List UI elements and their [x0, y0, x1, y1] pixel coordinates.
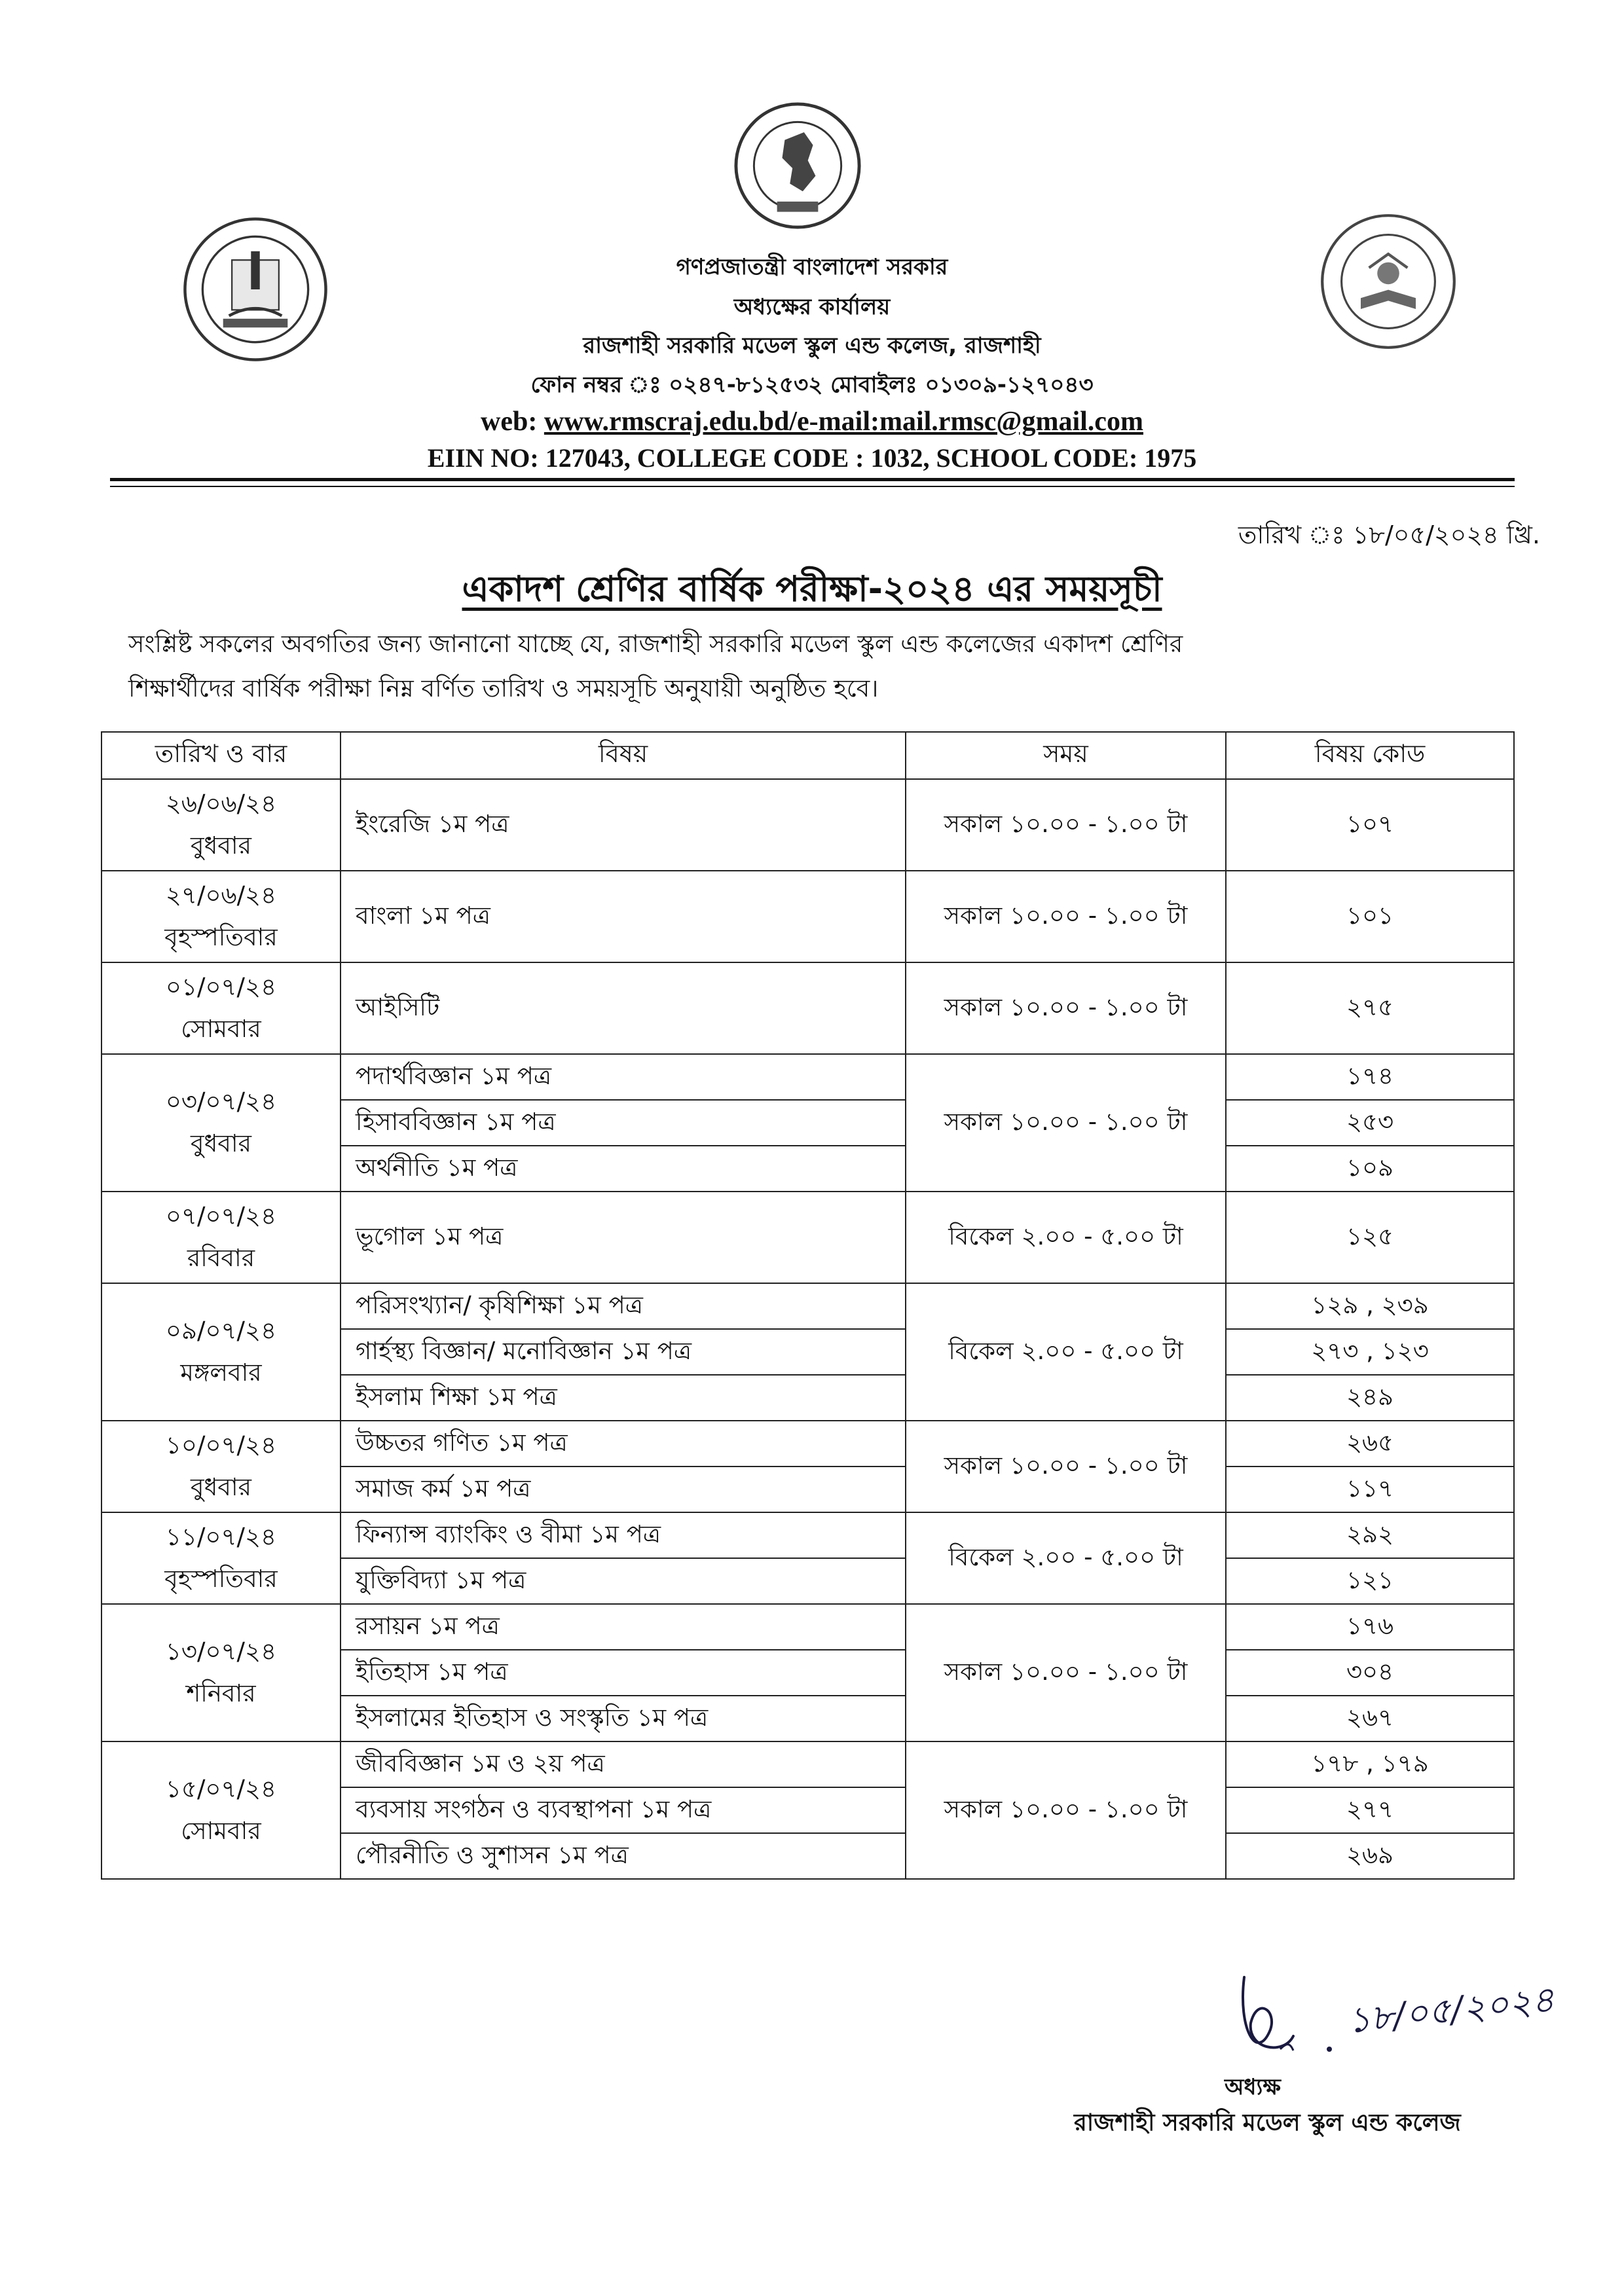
web-prefix: web:: [481, 407, 544, 437]
government-name: গণপ্রজাতন্ত্রী বাংলাদেশ সরকার: [676, 254, 948, 280]
exam-time: সকাল ১০.০০ - ১.০০ টা: [905, 778, 1227, 871]
exam-weekday: সোমবার: [181, 1817, 261, 1845]
exam-time: সকাল ১০.০০ - ১.০০ টা: [905, 870, 1227, 963]
subject-code: ২৬৫: [1225, 1420, 1515, 1467]
schedule-date-cell: [101, 1420, 341, 1513]
exam-weekday: বৃহস্পতিবার: [164, 1565, 278, 1593]
subject-code: ১৭৬: [1225, 1603, 1515, 1650]
subject-code: ১০৭: [1225, 778, 1515, 871]
exam-subject: যুক্তিবিদ্যা ১ম পত্র: [340, 1558, 906, 1605]
exam-weekday: বুধবার: [190, 1129, 251, 1157]
issue-date: তারিখ ঃ ১৮/০৫/২০২৪ খ্রি.: [1238, 520, 1540, 549]
exam-date: ২৭/০৬/২৪: [165, 881, 277, 909]
header-time: সময়: [905, 731, 1227, 780]
signatory-office: রাজশাহী সরকারি মডেল স্কুল এন্ড কলেজ: [1074, 2109, 1461, 2136]
exam-subject: ফিন্যান্স ব্যাংকিং ও বীমা ১ম পত্র: [340, 1512, 906, 1559]
subject-code: ২৬৯: [1225, 1832, 1515, 1880]
subject-code: ১৭৮ , ১৭৯: [1225, 1741, 1515, 1788]
exam-subject: আইসিটি: [340, 962, 906, 1055]
header-divider-thick: [110, 478, 1515, 481]
exam-date: ০৭/০৭/২৪: [165, 1202, 277, 1230]
institution-codes: EIIN NO: 127043, COLLEGE CODE : 1032, SCHOOL CODE: 1975: [427, 443, 1197, 473]
exam-subject: হিসাববিজ্ঞান ১ম পত্র: [340, 1099, 906, 1146]
exam-schedule-table: [101, 732, 1514, 1903]
schedule-date-cell: [101, 778, 341, 871]
subject-code: ২৬৭: [1225, 1695, 1515, 1742]
schedule-date-cell: [101, 1283, 341, 1421]
subject-code: ২৫৩: [1225, 1099, 1515, 1146]
header-subject: বিষয়: [340, 731, 906, 780]
notice-line-2: শিক্ষার্থীদের বার্ষিক পরীক্ষা নিম্ন বর্ণিত তারিখ ও সময়সূচি অনুযায়ী অনুষ্ঠিত হবে।: [128, 674, 879, 702]
schedule-date-cell: [101, 1741, 341, 1880]
exam-subject: ইংরেজি ১ম পত্র: [340, 778, 906, 871]
exam-time: সকাল ১০.০০ - ১.০০ টা: [905, 1420, 1227, 1513]
exam-subject: পৌরনীতি ও সুশাসন ১ম পত্র: [340, 1832, 906, 1880]
exam-date: ১৩/০৭/২৪: [165, 1637, 277, 1666]
subject-code: ১০৯: [1225, 1145, 1515, 1192]
exam-date: ১৫/০৭/২৪: [165, 1775, 277, 1803]
header-subject-code: বিষয় কোড: [1225, 731, 1515, 780]
page-title: একাদশ শ্রেণির বার্ষিক পরীক্ষা-২০২৪ এর সময়সূচী: [462, 568, 1162, 610]
exam-subject: জীববিজ্ঞান ১ম ও ২য় পত্র: [340, 1741, 906, 1788]
exam-subject: বাংলা ১ম পত্র: [340, 870, 906, 963]
government-seal-icon: [733, 101, 862, 230]
exam-subject: অর্থনীতি ১ম পত্র: [340, 1145, 906, 1192]
subject-code: ২৭৭: [1225, 1787, 1515, 1834]
exam-time: সকাল ১০.০০ - ১.০০ টা: [905, 1603, 1227, 1742]
exam-time: বিকেল ২.০০ - ৫.০০ টা: [905, 1283, 1227, 1421]
exam-weekday: শনিবার: [186, 1679, 256, 1707]
schedule-date-cell: [101, 870, 341, 963]
exam-weekday: রবিবার: [187, 1244, 255, 1272]
web-line: [0, 406, 1624, 437]
web-link[interactable]: www.rmscraj.edu.bd/e-mail:mail.rmsc@gmail.com: [544, 407, 1143, 437]
header-date-day: তারিখ ও বার: [101, 731, 341, 780]
exam-subject: ব্যবসায় সংগঠন ও ব্যবস্থাপনা ১ম পত্র: [340, 1787, 906, 1834]
subject-code: ১২৫: [1225, 1191, 1515, 1284]
office-name: অধ্যক্ষের কার্যালয়: [733, 294, 891, 320]
schedule-date-cell: [101, 1603, 341, 1742]
exam-subject: সমাজ কর্ম ১ম পত্র: [340, 1466, 906, 1513]
institution-name: রাজশাহী সরকারি মডেল স্কুল এন্ড কলেজ, রাজশাহী: [583, 333, 1041, 359]
exam-time: বিকেল ২.০০ - ৫.০০ টা: [905, 1512, 1227, 1605]
exam-subject: গার্হস্থ্য বিজ্ঞান/ মনোবিজ্ঞান ১ম পত্র: [340, 1328, 906, 1376]
exam-date: ১০/০৭/২৪: [165, 1431, 277, 1459]
exam-time: সকাল ১০.০০ - ১.০০ টা: [905, 1741, 1227, 1880]
exam-weekday: বৃহস্পতিবার: [164, 923, 278, 951]
exam-date: ১১/০৭/২৪: [165, 1523, 277, 1551]
exam-weekday: মঙ্গলবার: [180, 1358, 262, 1387]
phone-line: ফোন নম্বর ঃ ০২৪৭-৮১২৫৩২ মোবাইলঃ ০১৩০৯-১২৭০৪৩: [530, 372, 1094, 398]
subject-code: ২৭৩ , ১২৩: [1225, 1328, 1515, 1376]
schedule-date-cell: [101, 1512, 341, 1605]
signatory-title: অধ্যক্ষ: [1225, 2074, 1281, 2100]
header-divider-thin: [110, 486, 1515, 487]
schedule-date-cell: [101, 1191, 341, 1284]
exam-subject: ভূগোল ১ম পত্র: [340, 1191, 906, 1284]
exam-time: সকাল ১০.০০ - ১.০০ টা: [905, 1053, 1227, 1192]
exam-subject: ইতিহাস ১ম পত্র: [340, 1649, 906, 1696]
exam-subject: পদার্থবিজ্ঞান ১ম পত্র: [340, 1053, 906, 1101]
exam-date: ০৯/০৭/২৪: [165, 1317, 277, 1345]
schedule-date-cell: [101, 962, 341, 1055]
exam-weekday: সোমবার: [181, 1015, 261, 1043]
subject-code: ১১৭: [1225, 1466, 1515, 1513]
exam-subject: ইসলামের ইতিহাস ও সংস্কৃতি ১ম পত্র: [340, 1695, 906, 1742]
subject-code: ৩০৪: [1225, 1649, 1515, 1696]
exam-date: ০১/০৭/২৪: [165, 973, 277, 1001]
subject-code: ১০১: [1225, 870, 1515, 963]
exam-subject: উচ্চতর গণিত ১ম পত্র: [340, 1420, 906, 1467]
signature-date: ১৮/০৫/২০২৪: [1345, 1978, 1557, 2041]
notice-line-1: সংশ্লিষ্ট সকলের অবগতির জন্য জানানো যাচ্ছে যে, রাজশাহী সরকারি মডেল স্কুল এন্ড কলেজের একাদশ শ্রেণির: [128, 630, 1183, 658]
exam-time: সকাল ১০.০০ - ১.০০ টা: [905, 962, 1227, 1055]
subject-code: ২৯২: [1225, 1512, 1515, 1559]
subject-code: ১২১: [1225, 1558, 1515, 1605]
exam-date: ০৩/০৭/২৪: [165, 1087, 277, 1116]
subject-code: ১৭৪: [1225, 1053, 1515, 1101]
subject-code: ২৭৫: [1225, 962, 1515, 1055]
subject-code: ২৪৯: [1225, 1374, 1515, 1421]
exam-time: বিকেল ২.০০ - ৫.০০ টা: [905, 1191, 1227, 1284]
schedule-date-cell: [101, 1053, 341, 1192]
exam-weekday: বুধবার: [190, 831, 251, 860]
exam-subject: পরিসংখ্যান/ কৃষিশিক্ষা ১ম পত্র: [340, 1283, 906, 1330]
subject-code: ১২৯ , ২৩৯: [1225, 1283, 1515, 1330]
exam-subject: রসায়ন ১ম পত্র: [340, 1603, 906, 1650]
exam-weekday: বুধবার: [190, 1473, 251, 1501]
exam-subject: ইসলাম শিক্ষা ১ম পত্র: [340, 1374, 906, 1421]
exam-date: ২৬/০৬/২৪: [165, 790, 277, 818]
